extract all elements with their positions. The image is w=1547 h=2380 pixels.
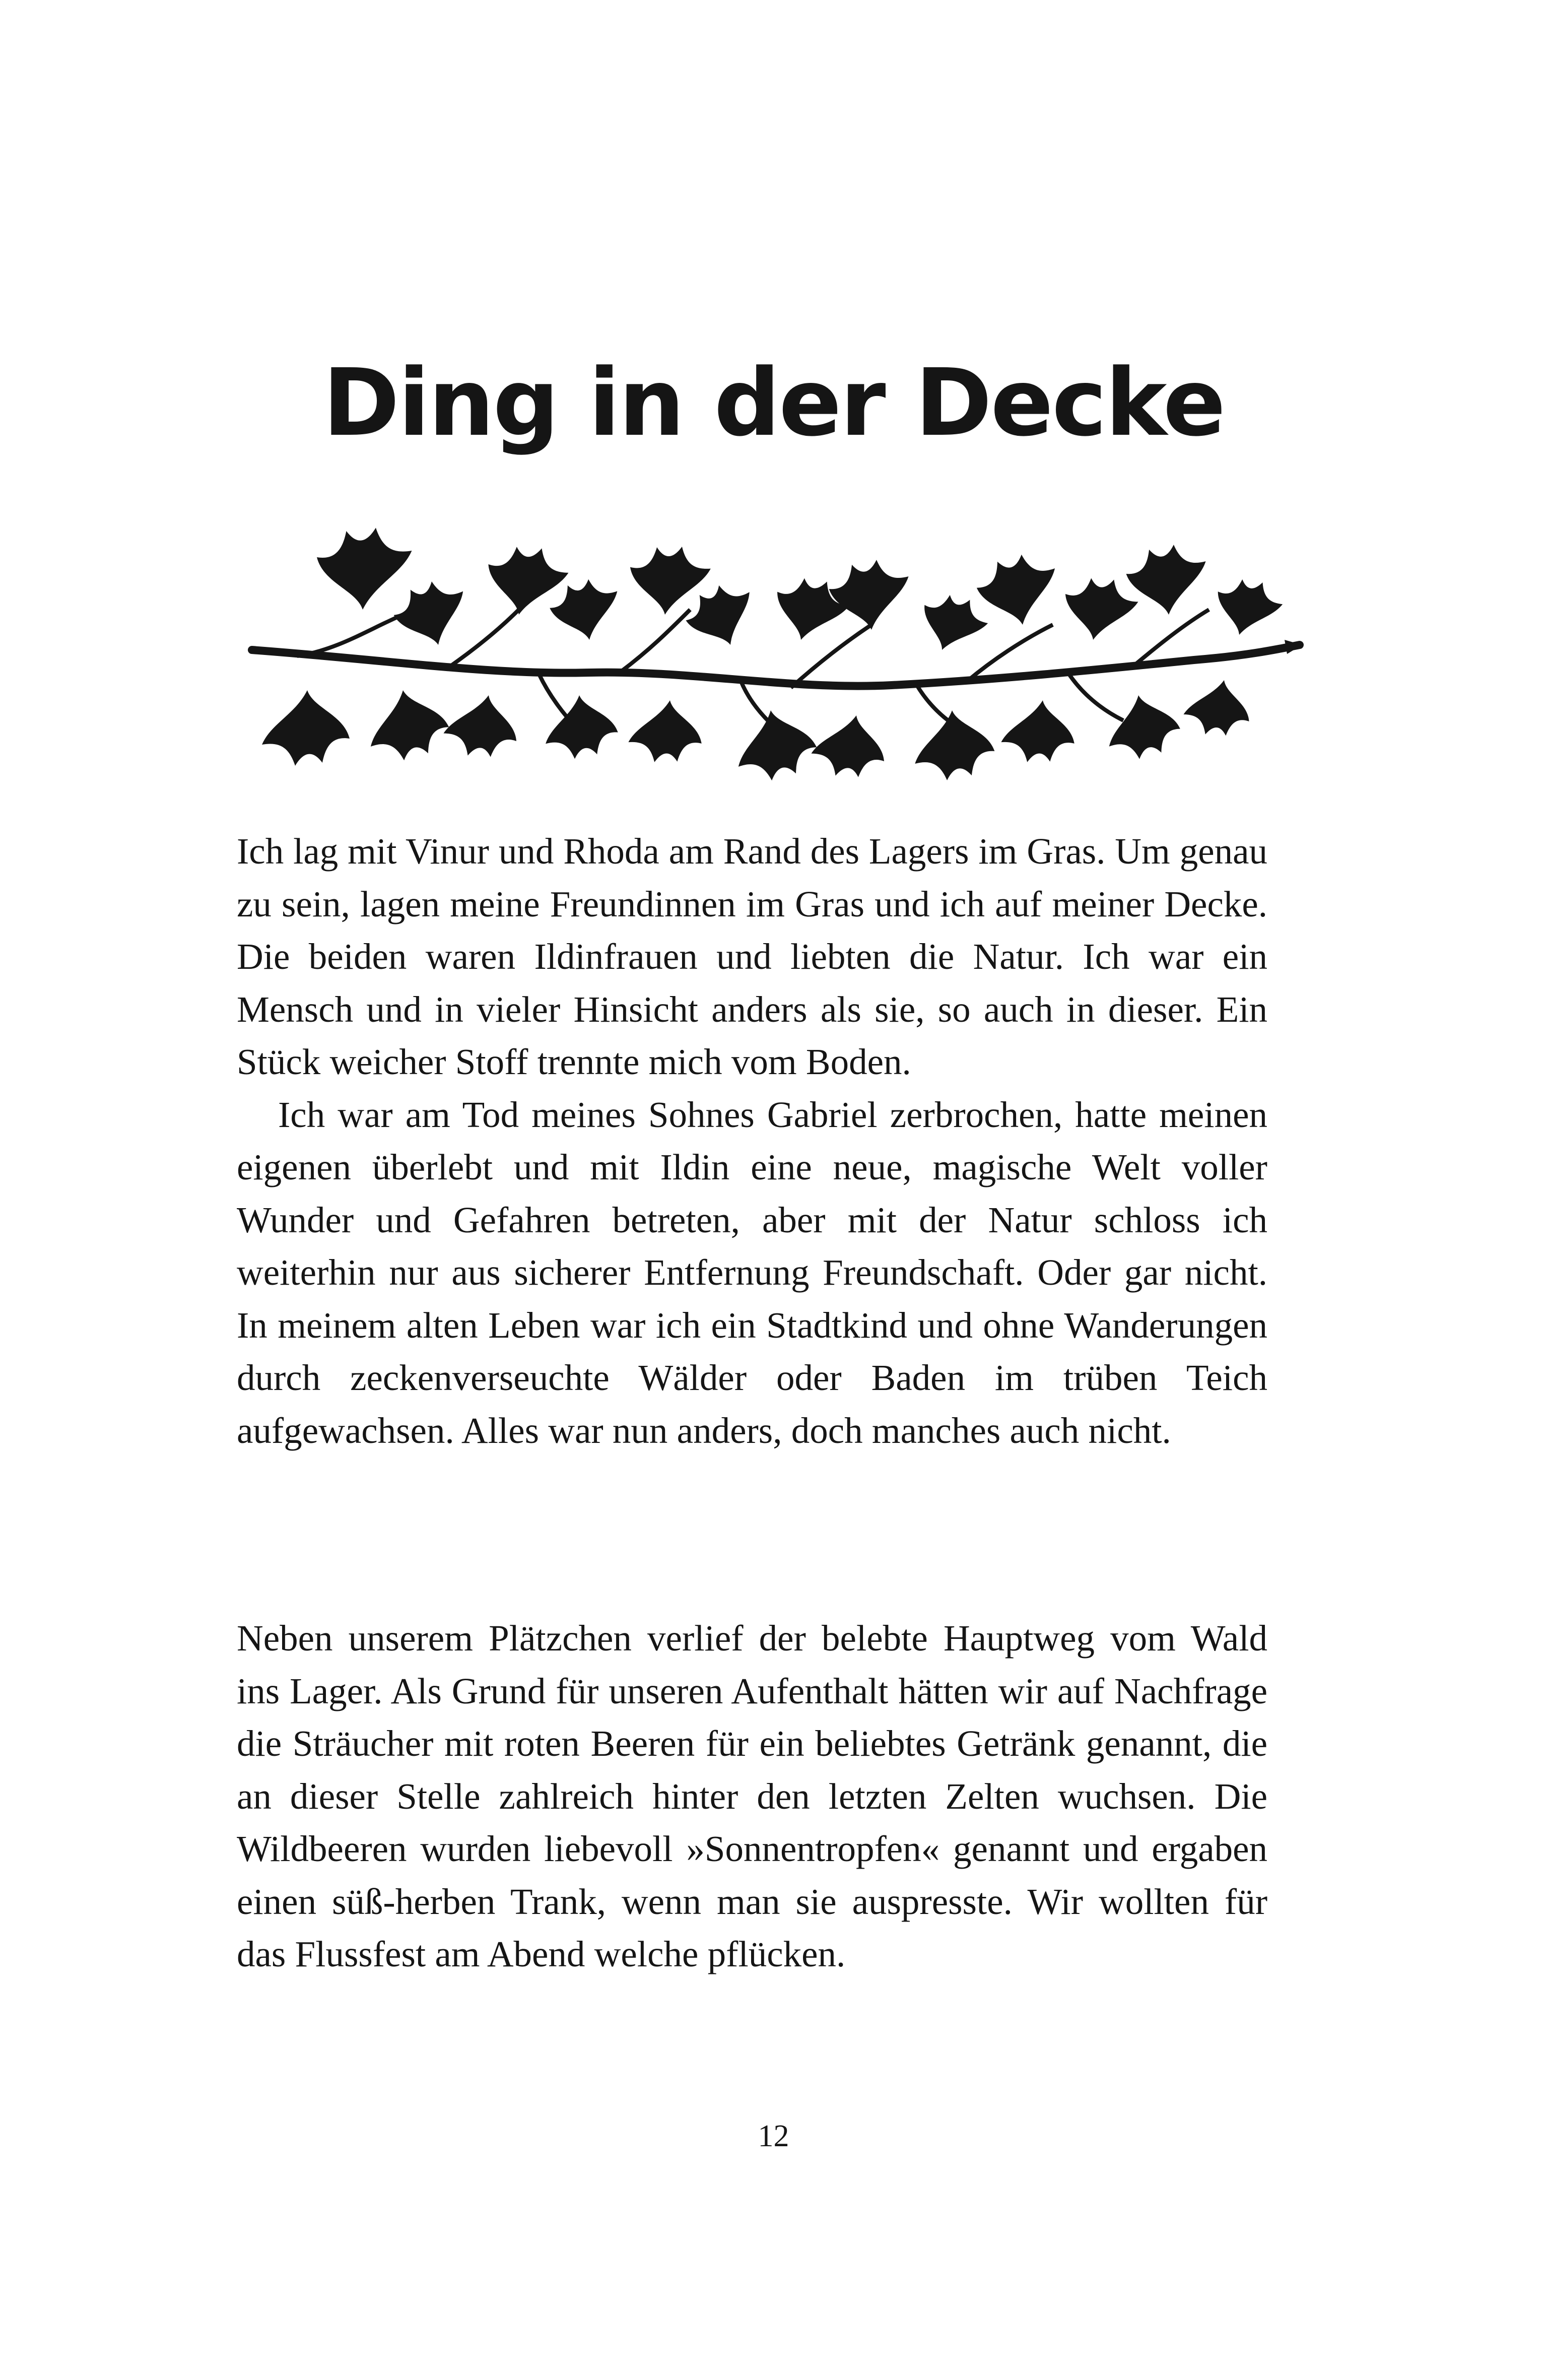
page-number: 12 bbox=[758, 2119, 789, 2153]
paragraph: Neben unserem Plätzchen verlief der belebte Hauptweg vom Wald ins Lager. Als Grund für unseren Aufenthalt hätten wir auf Nachfrage die Sträucher mit roten Beeren für ein beliebtes Getränk genannt, die an dieser Stelle zahlreich hinter den letzten Zelten wuchsen. Die Wildbeeren wurden liebevoll »Sonnentropfen« genannt und ergaben einen süß-herben Trank, wenn man sie auspresste. Wir wollten für das Flussfest am Abend welche pflücken. bbox=[237, 1618, 1267, 1974]
section-one bbox=[237, 825, 1267, 1457]
paragraph: Ich lag mit Vinur und Rhoda am Rand des Lagers im Gras. Um genau zu sein, lagen meine Freundinnen im Gras und ich auf meiner Decke. Die beiden waren Ildinfrauen und liebten die Natur. Ich war ein Mensch und in vieler Hinsicht anders als sie, so auch in dieser. Ein Stück weicher Stoff trennte mich vom Boden. bbox=[237, 831, 1267, 1082]
ivy-vine-icon bbox=[237, 524, 1305, 786]
paragraph: Ich war am Tod meines Sohnes Gabriel zerbrochen, hatte meinen eigenen überlebt und mit Ildin eine neue, magische Welt voller Wunder und Gefahren betreten, aber mit der Natur schloss ich weiterhin nur aus sicherer Entfernung Freundschaft. Oder gar nicht. In meinem alten Leben war ich ein Stadtkind und ohne Wanderungen durch zeckenverseuchte Wälder oder Baden im trüben Teich aufgewachsen. Alles war nun anders, doch manches auch nicht. bbox=[237, 1094, 1267, 1451]
section-two bbox=[237, 1612, 1267, 1981]
chapter-title: Ding in der Decke bbox=[322, 349, 1225, 457]
